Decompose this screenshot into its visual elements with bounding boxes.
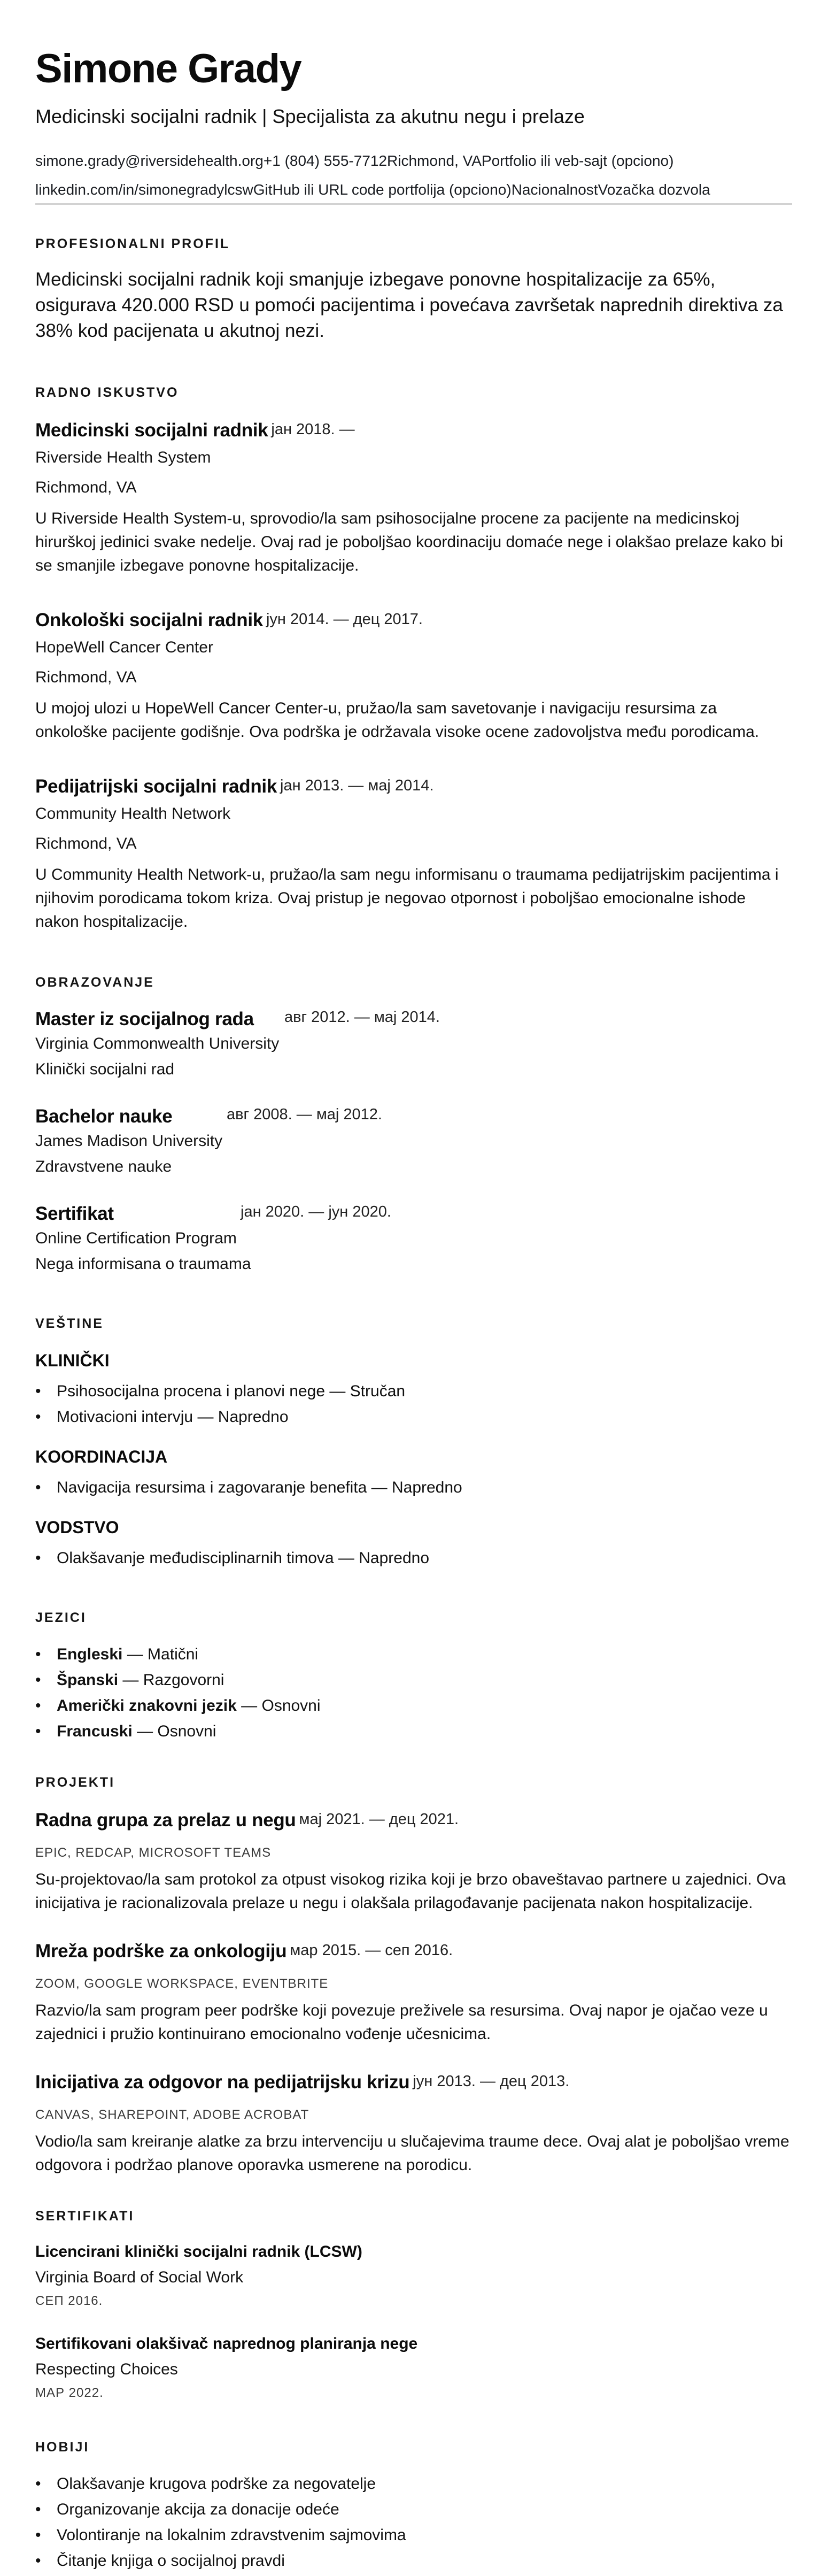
section-title-certifications: SERTIFIKATI xyxy=(35,2209,135,2224)
section-title-projects: PROJEKTI xyxy=(35,1775,115,1790)
language-level: — Matični xyxy=(122,1645,199,1663)
certifications-section xyxy=(35,2208,792,2402)
candidate-name: Simone Grady xyxy=(35,46,301,91)
certification-issuer: Respecting Choices xyxy=(35,2360,178,2378)
section-title-profile: PROFESIONALNI PROFIL xyxy=(35,236,230,251)
job-title: Pedijatrijski socijalni radnik xyxy=(35,776,277,797)
skill-list xyxy=(35,1548,792,1569)
contact-nationality: Nacionalnost xyxy=(511,181,598,198)
languages-section xyxy=(35,1610,792,1742)
contact-email[interactable]: simone.grady@riversidehealth.org xyxy=(35,152,264,169)
skill-item: • Navigacija resursima i zagovaranje benefita — Napredno xyxy=(35,1477,792,1498)
education-degree: Bachelor nauke xyxy=(35,1106,173,1127)
language-level: — Osnovni xyxy=(132,1723,216,1740)
profile-section xyxy=(35,236,792,344)
hobby-item: • Čitanje knjiga o socijalnoj pravdi xyxy=(35,2550,792,2572)
education-entry xyxy=(35,1105,792,1178)
skill-item: • Olakšavanje međudisciplinarnih timova — Napredno xyxy=(35,1548,792,1569)
section-title-hobbies: HOBIJI xyxy=(35,2440,90,2455)
education-field: Klinički socijalni rad xyxy=(35,1060,175,1078)
hobbies-section xyxy=(35,2439,792,2572)
certification-entry xyxy=(35,2241,792,2310)
job-date: јан 2018. — xyxy=(271,421,355,438)
project-tech: ZOOM, GOOGLE WORKSPACE, EVENTBRITE xyxy=(35,1977,329,1991)
job-description: U Community Health Network-u, pružao/la sam negu informisanu o traumama pedijatrijskim pacijentima i njihovim porodicama tokom kriza. Ovaj pristup je negovao otpornost i poboljšao emocionalne ishode nakon hospitalizacije. xyxy=(35,866,779,931)
job-entry xyxy=(35,608,792,744)
project-date: мар 2015. — сеп 2016. xyxy=(290,1942,453,1959)
job-company: Community Health Network xyxy=(35,805,231,822)
education-date: авг 2008. — мај 2012. xyxy=(227,1106,382,1123)
project-entry xyxy=(35,2070,792,2177)
job-entry xyxy=(35,418,792,578)
education-date: авг 2012. — мај 2014. xyxy=(284,1009,440,1026)
skill-item: • Psihosocijalna procena i planovi nege — Stručan xyxy=(35,1381,792,1402)
education-school: James Madison University xyxy=(35,1132,223,1150)
project-date: мај 2021. — дец 2021. xyxy=(299,1811,459,1828)
section-title-languages: JEZICI xyxy=(35,1610,87,1625)
language-name: Američki znakovni jezik xyxy=(57,1697,237,1714)
language-item xyxy=(35,1695,792,1717)
contact-phone[interactable]: +1 (804) 555-7712 xyxy=(263,152,388,169)
hobby-item: • Olakšavanje krugova podrške za negovatelje xyxy=(35,2473,792,2495)
skill-list xyxy=(35,1381,792,1428)
education-school: Online Certification Program xyxy=(35,1229,237,1247)
skill-group-title: VODSTVO xyxy=(35,1518,119,1537)
header-divider xyxy=(35,203,792,205)
certification-date: СЕП 2016. xyxy=(35,2294,103,2308)
project-title: Inicijativa za odgovor na pedijatrijsku krizu xyxy=(35,2072,410,2093)
section-title-education: OBRAZOVANJE xyxy=(35,975,154,990)
section-title-skills: VEŠTINE xyxy=(35,1316,104,1331)
contact-github[interactable]: GitHub ili URL code portfolija (opciono) xyxy=(253,181,512,198)
project-description: Vodio/la sam kreiranje alatke za brzu intervenciju u slučajevima traume dece. Ovaj alat je poboljšao vreme odgovora i podržao planove oporavka usmerene na porodicu. xyxy=(35,2133,789,2174)
hobby-item: • Volontiranje na lokalnim zdravstvenim sajmovima xyxy=(35,2525,792,2546)
language-item xyxy=(35,1721,792,1742)
resume-header xyxy=(35,0,792,205)
hobby-item: • Organizovanje akcija za donacije odeće xyxy=(35,2499,792,2520)
language-name: Francuski xyxy=(57,1723,133,1740)
job-description: U mojoj ulozi u HopeWell Cancer Center-u, pružao/la sam savetovanje i navigaciju resursima za onkološke pacijente godišnje. Ova podrška je održavala visoke ocene zadovoljstva među porodicama. xyxy=(35,699,760,741)
certification-title: Sertifikovani olakšivač naprednog planiranja nege xyxy=(35,2335,418,2352)
education-entry xyxy=(35,1202,792,1275)
education-date: јан 2020. — јун 2020. xyxy=(241,1203,391,1220)
language-list xyxy=(35,1644,792,1742)
skill-list xyxy=(35,1477,792,1498)
job-location: Richmond, VA xyxy=(35,479,137,496)
hobby-list xyxy=(35,2473,792,2572)
job-title: Onkološki socijalni radnik xyxy=(35,610,263,630)
project-title: Radna grupa za prelaz u negu xyxy=(35,1810,296,1831)
education-section xyxy=(35,974,792,1275)
language-item xyxy=(35,1644,792,1665)
language-name: Engleski xyxy=(57,1645,123,1663)
headline: Medicinski socijalni radnik | Specijalista za akutnu negu i prelaze xyxy=(35,105,585,127)
education-degree: Master iz socijalnog rada xyxy=(35,1009,254,1029)
job-title: Medicinski socijalni radnik xyxy=(35,420,268,441)
language-level: — Osnovni xyxy=(236,1697,321,1714)
education-field: Zdravstvene nauke xyxy=(35,1158,172,1175)
project-title: Mreža podrške za onkologiju xyxy=(35,1941,287,1962)
job-entry xyxy=(35,774,792,934)
job-location: Richmond, VA xyxy=(35,668,137,686)
job-date: јан 2013. — мај 2014. xyxy=(280,777,434,794)
project-description: Su-projektovao/la sam protokol za otpust visokog rizika koji je brzo obaveštavao partnere u zajednici. Ova inicijativa je racionalizovala prelaze u negu i olakšala prilagođavanje pacijenata nakon hospitalizacije. xyxy=(35,1871,786,1912)
projects-section xyxy=(35,1774,792,2177)
education-degree: Sertifikat xyxy=(35,1203,114,1224)
contact-portfolio[interactable]: Portfolio ili veb-sajt (opciono) xyxy=(481,152,674,169)
project-tech: CANVAS, SHAREPOINT, ADOBE ACROBAT xyxy=(35,2108,309,2122)
skill-group-title: KLINIČKI xyxy=(35,1351,110,1370)
skill-item: • Motivacioni intervju — Napredno xyxy=(35,1406,792,1428)
contact-row-2 xyxy=(35,181,792,199)
skills-section xyxy=(35,1316,792,1569)
education-entry xyxy=(35,1008,792,1080)
profile-summary: Medicinski socijalni radnik koji smanjuje izbegave ponovne hospitalizacije za 65%, osigurava 420.000 RSD u pomoći pacijentima i povećava završetak naprednih direktiva za 38% kod pacijenata u akutnoj nezi. xyxy=(35,269,783,341)
project-entry xyxy=(35,1939,792,2046)
job-company: Riverside Health System xyxy=(35,449,211,466)
project-date: јун 2013. — дец 2013. xyxy=(413,2073,570,2090)
project-tech: EPIC, REDCAP, MICROSOFT TEAMS xyxy=(35,1846,272,1860)
certification-entry xyxy=(35,2333,792,2402)
skill-group-title: KOORDINACIJA xyxy=(35,1447,168,1466)
contact-drivers-license: Vozačka dozvola xyxy=(598,181,710,198)
job-company: HopeWell Cancer Center xyxy=(35,639,213,656)
job-location: Richmond, VA xyxy=(35,835,137,852)
education-field: Nega informisana o traumama xyxy=(35,1255,251,1273)
education-school: Virginia Commonwealth University xyxy=(35,1035,280,1052)
project-description: Razvio/la sam program peer podrške koji povezuje preživele sa resursima. Ovaj napor je ojačao veze u zajednici i pružio kontinuirano emocionalno vođenje učesnicima. xyxy=(35,2002,768,2043)
language-level: — Razgovorni xyxy=(118,1671,224,1689)
certification-issuer: Virginia Board of Social Work xyxy=(35,2269,244,2286)
contact-linkedin[interactable]: linkedin.com/in/simonegradylcsw xyxy=(35,181,253,198)
certification-date: МАР 2022. xyxy=(35,2386,104,2400)
experience-section xyxy=(35,385,792,934)
job-date: јун 2014. — дец 2017. xyxy=(266,611,423,628)
contact-row-1 xyxy=(35,152,792,170)
job-description: U Riverside Health System-u, sprovodio/la sam psihosocijalne procene za pacijente na medicinskoj hirurškoj jedinici svake nedelje. Ovaj rad je poboljšao koordinaciju domaće nege i olakšao prelaze kako bi se smanjile izbegave ponovne hospitalizacije. xyxy=(35,510,784,574)
certification-title: Licencirani klinički socijalni radnik (LCSW) xyxy=(35,2243,362,2260)
project-entry xyxy=(35,1808,792,1915)
language-name: Španski xyxy=(57,1671,119,1689)
section-title-experience: RADNO ISKUSTVO xyxy=(35,385,179,400)
contact-location: Richmond, VA xyxy=(387,152,482,169)
language-item xyxy=(35,1670,792,1691)
